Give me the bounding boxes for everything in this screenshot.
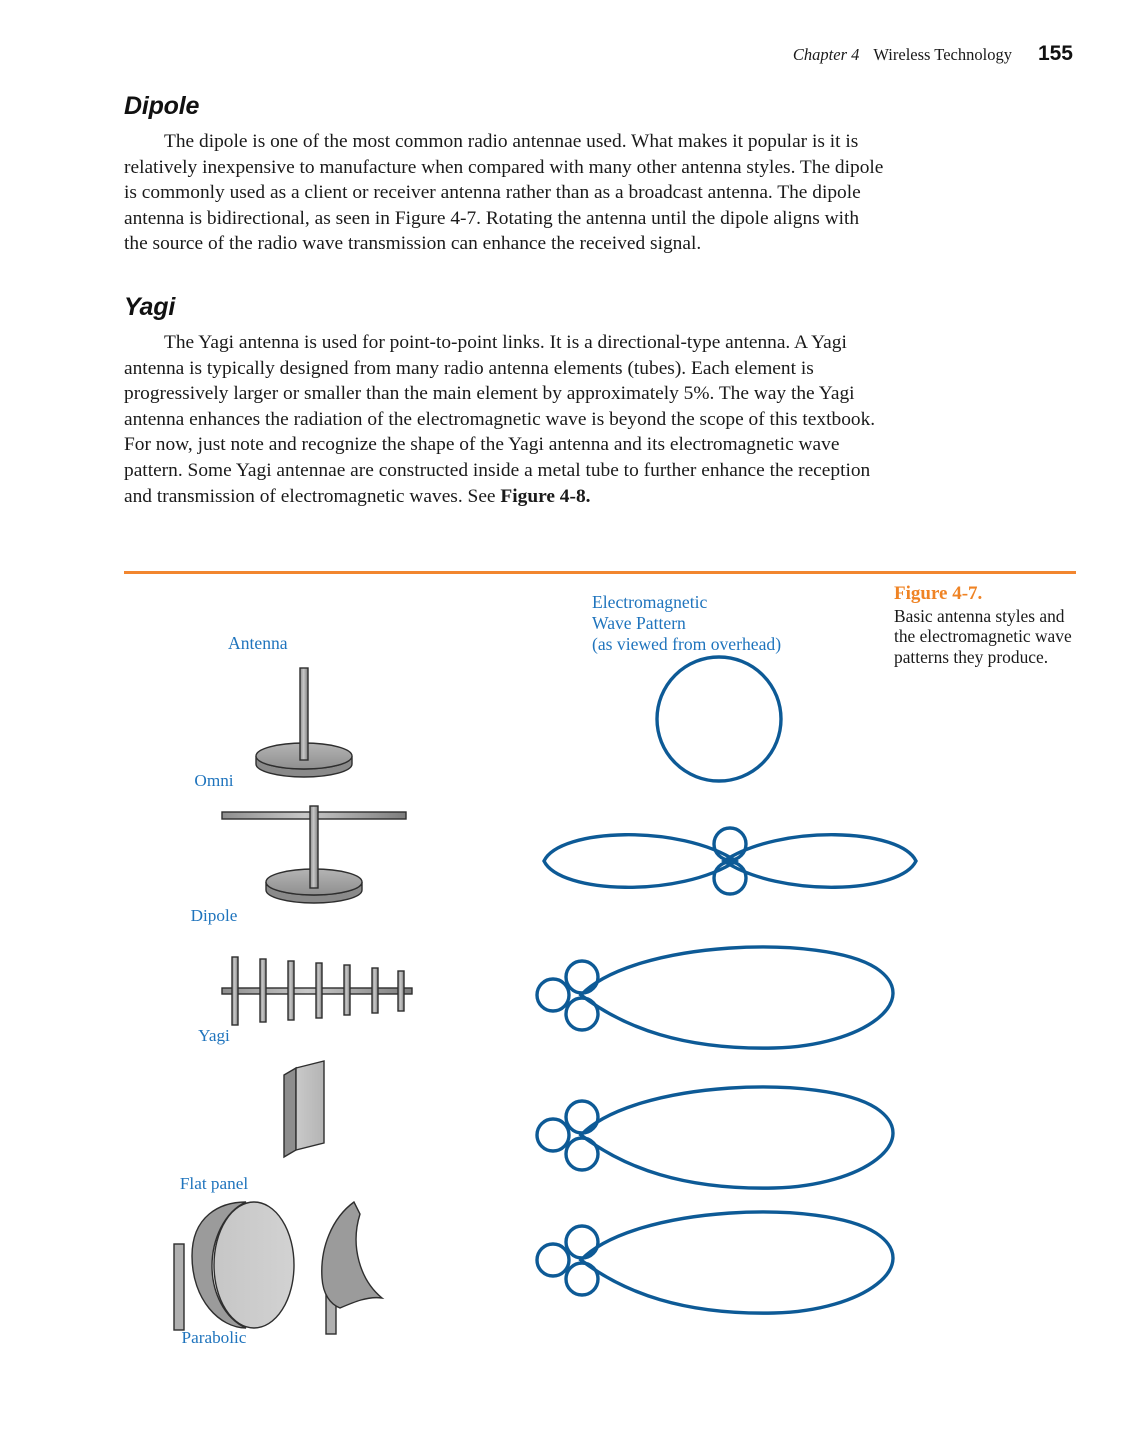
figure-caption-title: Figure 4-7. — [894, 583, 983, 604]
directional-teardrop-pattern-flat-panel — [524, 1078, 944, 1193]
omni-antenna-icon — [234, 660, 394, 780]
figure-4-7 — [124, 578, 1076, 1378]
running-head — [793, 42, 1073, 66]
column-heading-line-3: (as viewed from overhead) — [592, 633, 782, 654]
running-head-title: Wireless Technology — [873, 45, 1012, 64]
figure-caption-body: Basic antenna styles and the electromagnetic wave patterns they produce. — [894, 606, 1072, 667]
bidirectional-figure-eight-pattern — [520, 816, 940, 906]
section-heading-yagi: Yagi — [124, 292, 176, 321]
row-label-flat-panel: Flat panel — [179, 1174, 249, 1193]
column-heading-wave-pattern — [592, 592, 781, 654]
row-label-omni: Omni — [194, 771, 234, 790]
yagi-antenna-icon — [196, 948, 436, 1033]
column-heading-antenna: Antenna — [228, 633, 288, 653]
row-label-yagi: Yagi — [198, 1026, 230, 1045]
parabolic-antenna-icon — [154, 1200, 414, 1340]
row-label-parabolic: Parabolic — [181, 1328, 247, 1347]
yagi-paragraph-text: The Yagi antenna is used for point-to-point links. It is a directional-type antenna. A Yagi antenna is typically designed from many radio antenna elements (tubes). Each element is progressively larger or smaller than the main element by approximately 5%. The way the Yagi antenna enhances the radiation of the electromagnetic wave is beyond the scope of this textbook. For now, just note and recognize the shape of the Yagi antenna and its electromagnetic wave pattern. Some Yagi antennae are constructed inside a metal tube to further enhance the reception and transmission of electromagnetic waves. See — [124, 331, 876, 507]
section-paragraph-yagi — [124, 330, 884, 509]
page-content — [124, 92, 884, 509]
section-paragraph-dipole: The dipole is one of the most common radio antennae used. What makes it popular is it is relatively inexpensive to manufacture when compared with many other antenna styles. The dipole is commonly used as a client or receiver antenna rather than as a broadcast antenna. The dipole antenna is bidirectional, as seen in Figure 4-7. Rotating the antenna until the dipole aligns with the source of the radio wave transmission can enhance the received signal. — [124, 131, 884, 255]
figure-caption — [894, 583, 1074, 667]
directional-teardrop-pattern-yagi — [524, 938, 944, 1053]
flat-panel-antenna-icon — [212, 1058, 412, 1168]
row-label-dipole: Dipole — [190, 906, 238, 925]
figure-4-8-reference: Figure 4-8. — [500, 485, 591, 507]
directional-teardrop-pattern-parabolic — [524, 1203, 944, 1318]
figure-divider-rule — [124, 571, 1076, 574]
omnidirectional-circle-pattern — [594, 654, 854, 784]
dipole-antenna-icon — [194, 800, 434, 905]
page-number: 155 — [1037, 42, 1073, 65]
running-head-chapter: Chapter 4 — [792, 45, 860, 64]
column-heading-line-1: Electromagnetic — [592, 592, 708, 612]
column-heading-line-2: Wave Pattern — [592, 612, 686, 633]
section-heading-dipole: Dipole — [124, 92, 200, 120]
